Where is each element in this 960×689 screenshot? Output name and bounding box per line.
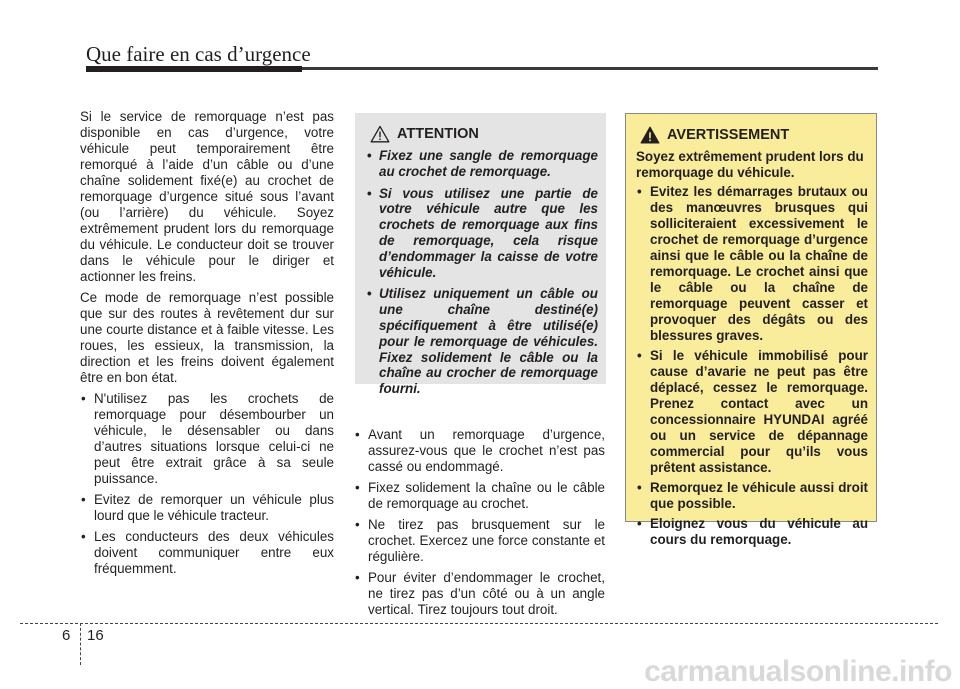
list-item: • Si vous utilisez une partie de votre véhicule autre que les crochets de remorquage aux fins de remorquage, cela risque d’endommager la caisse de votre véhicule.: [366, 186, 598, 281]
footer-divider: [80, 623, 81, 665]
list-item: • Evitez les démarrages brutaux ou des manœuvres brusques qui solliciteraient excessivement le crochet de remorquage d’urgence ainsi que le câble ou la chaîne de remorquage. Le crochet ainsi que le câble ou la chaîne de remorquage peuvent casser et provoquer des dégâts ou des blessures graves.: [636, 184, 868, 344]
attention-box: [355, 113, 606, 397]
footer-rule: [20, 623, 938, 624]
attention-header: [366, 123, 598, 145]
bullet-list: [354, 427, 605, 618]
list-item: • Remorquez le véhicule aussi droit que possible.: [636, 480, 868, 512]
warning-list: [636, 184, 868, 548]
page-title: Que faire en cas d’urgence: [86, 42, 311, 66]
bullet-list: [80, 391, 334, 577]
list-item: • N'utilisez pas les crochets de remorquage pour désembourber un véhicule, le désensabler ou dans d’autres situations lorsque celui-ci ne peut être extrait grâce à sa seule puissance.: [80, 391, 334, 487]
list-item: • Pour éviter d’endommager le crochet, ne tirez pas d’un côté ou à un angle vertical. Tirez toujours tout droit.: [354, 570, 605, 618]
middle-column: [354, 427, 605, 623]
list-item: • Ne tirez pas brusquement sur le crochet. Exercez une force constante et régulière.: [354, 517, 605, 565]
list-item: • Les conducteurs des deux véhicules doivent communiquer entre eux fréquemment.: [80, 529, 334, 577]
list-item: • Fixez une sangle de remorquage au crochet de remorquage.: [366, 148, 598, 180]
attention-list: [366, 148, 598, 397]
chapter-number: 6: [62, 627, 71, 644]
list-item: • Utilisez uniquement un câble ou une chaîne destiné(e) spécifiquement à être utilisé(e) pour le remorquage de véhicules. Fixez solidement le câble ou la chaîne au crocher de remorquage fourni.: [366, 286, 598, 397]
warning-box: [625, 113, 877, 547]
warning-intro: Soyez extrêmement prudent lors du remorquage du véhicule.: [636, 149, 864, 180]
left-column: [80, 109, 334, 582]
paragraph: Ce mode de remorquage n’est possible que sur des routes à revêtement dur sur une courte distance et à faible vitesse. Les roues, les essieux, la transmission, la direction et les freins doivent également être en bon état.: [80, 290, 334, 385]
warning-label: AVERTISSEMENT: [667, 127, 790, 143]
list-item: • Si le véhicule immobilisé pour cause d’avarie ne peut pas être déplacé, cessez le remorquage. Prenez contact avec un concessionnaire HYUNDAI agréé ou un service de dépannage commercial pour qu’ils vous prêtent assistance.: [636, 348, 868, 476]
list-item: • Evitez de remorquer un véhicule plus lourd que le véhicule tracteur.: [80, 492, 334, 524]
list-item: • Avant un remorquage d’urgence, assurez-vous que le crochet n’est pas cassé ou endommagé.: [354, 427, 605, 475]
warning-header: [636, 124, 868, 146]
list-item: • Eloignez vous du véhicule au cours du remorquage.: [636, 516, 868, 548]
header-rule-accent: [86, 66, 302, 72]
page-number: 16: [87, 627, 104, 644]
paragraph: Si le service de remorquage n’est pas disponible en cas d’urgence, votre véhicule peut temporairement être remorqué à l’aide d’un câble ou d’une chaîne solidement fixé(e) au crochet de remorquage d’urgence situé sous l’avant (ou l’arrière) du véhicule. Soyez extrêmement prudent lors du remorquage du véhicule. Le conducteur doit se trouver dans le véhicule pour le diriger et actionner les freins.: [80, 109, 334, 284]
watermark: carmanualsonline.info: [644, 655, 952, 688]
list-item: • Fixez solidement la chaîne ou le câble de remorquage au crochet.: [354, 480, 605, 512]
warning-triangle-filled-icon: [640, 126, 660, 144]
warning-triangle-outline-icon: [370, 125, 390, 143]
attention-label: ATTENTION: [397, 126, 479, 142]
